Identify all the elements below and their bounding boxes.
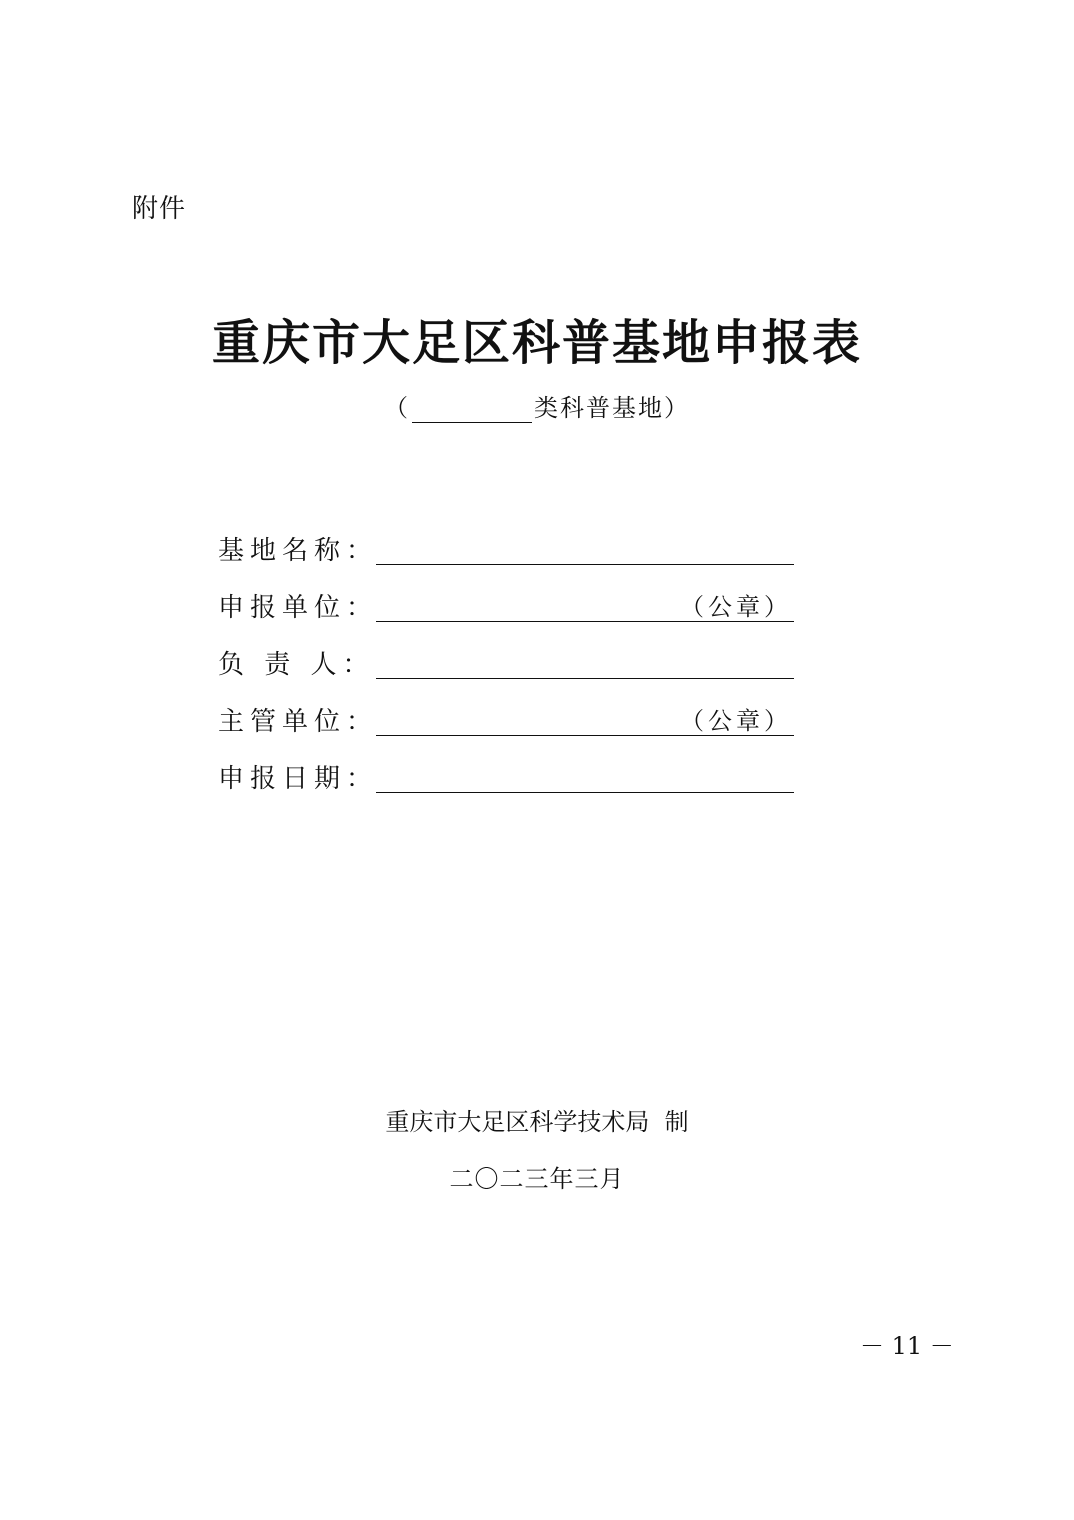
field-base-name — [218, 530, 798, 587]
subtitle-open-paren: （ — [384, 394, 410, 422]
field-label: 申报单位： — [218, 593, 379, 623]
page-title: 重庆市大足区科普基地申报表 — [211, 315, 862, 371]
field-label: 主管单位： — [218, 707, 379, 737]
person-in-charge-blank[interactable] — [376, 678, 794, 679]
field-applicant-unit — [218, 587, 798, 644]
field-person-in-charge — [218, 644, 798, 701]
page-number: － 11 － — [860, 1332, 954, 1360]
field-application-date — [218, 758, 798, 815]
subtitle-suffix: 类科普基地） — [534, 394, 690, 422]
field-label: 基地名称： — [218, 536, 379, 566]
issue-date: 二〇二三年三月 — [449, 1165, 625, 1193]
application-date-blank[interactable] — [376, 792, 794, 793]
subtitle — [0, 388, 1074, 423]
field-supervising-unit — [218, 701, 798, 758]
seal-note: （公章） — [680, 593, 792, 621]
attachment-label: 附件 — [132, 194, 187, 224]
base-type-blank[interactable] — [412, 394, 532, 423]
application-fields — [218, 530, 798, 815]
field-label: 申报日期： — [218, 764, 379, 794]
seal-note: （公章） — [680, 707, 792, 735]
field-label: 负 责 人： — [218, 650, 375, 680]
issuer: 重庆市大足区科学技术局 制 — [385, 1108, 689, 1136]
base-name-blank[interactable] — [376, 564, 794, 565]
